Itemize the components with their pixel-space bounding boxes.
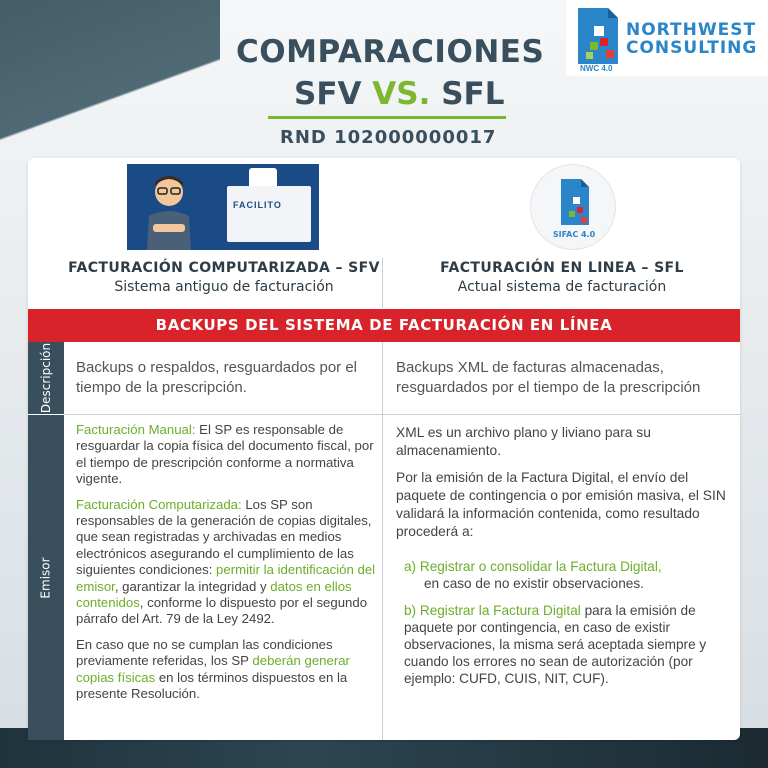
logo-text-northwest: NORTHWEST [626,20,757,40]
paragraph-caso [76,637,378,703]
list-item-b [404,602,738,687]
sifac-label: SIFAC 4.0 [552,230,596,239]
title-line-1: COMPARACIONES [236,34,545,70]
text-item-b: para la emisión de paquete por contingencia, en caso de existir observaciones, la misma será aceptada siempre y cuando los errores no sean de autorización (por ejemplo: CUFD, CUIS, NIT, CUF). [404,603,707,686]
logo-text-consulting: CONSULTING [626,38,758,58]
text-computarizada-e: , conforme lo dispuesto por el segundo párrafo del Art. 79 de la Ley 2492. [76,595,368,627]
description-sfl: Backups XML de facturas almacenadas, resguardados por el tiempo de la prescripción [396,359,701,396]
list-marker-a: a) [404,559,417,574]
facilito-image [127,164,319,250]
highlight-datos: datos en ellos contenidos [76,578,352,611]
row-label-descripcion-text: Descripción [39,342,53,414]
highlight-registrar: Registrar la Factura Digital [419,603,581,618]
column-subtitle-sfv: Sistema antiguo de facturación [114,279,334,295]
login-panel [227,186,311,242]
paragraph-emision: Por la emisión de la Factura Digital, el envío del paquete de contingencia o por emisión masiva, el SIN validará la información contenida, como resultado procederá a: [396,470,726,539]
title-vs: VS. [372,76,431,112]
emisor-sfv-text [76,422,378,712]
text-caso-c: en los términos dispuestos en la presente Resolución. [76,669,348,702]
paragraph-xml: XML es un archivo plano y liviano para su almacenamiento. [396,425,651,458]
title-sfl: SFL [441,76,505,112]
highlight-registrar-consolidar: Registrar o consolidar la Factura Digital, [419,559,662,574]
northwest-logo-icon [578,8,618,64]
body-divider [382,342,383,740]
logo-subtitle: NWC 4.0 [580,64,613,73]
row-label-descripcion [28,342,64,414]
column-header-sfl [384,260,740,308]
emisor-sfl-text [396,424,736,550]
text-manual: El SP es responsable de resguardar la copia física del documento fiscal, por el tiempo de prescripción conforme a normativa vigente. [76,422,374,487]
text-computarizada-c: , garantizar la integridad y [114,578,271,594]
title-sfv: SFV [294,76,362,112]
header-divider [382,258,383,308]
highlight-copias-fisicas: deberán generar copias físicas [76,653,350,685]
text-caso-a: En caso que no se cumplan las condiciones previamente referidas, los SP [76,636,333,669]
list-item-a [404,558,738,592]
row-divider [64,414,740,415]
title-line-2 [294,76,504,112]
column-header-sfv [66,260,382,308]
column-title-sfv: FACTURACIÓN COMPUTARIZADA – SFV [68,260,380,276]
row-label-emisor-text: Emisor [39,556,54,599]
highlight-computarizada: Facturación Computarizada: [76,496,242,512]
title-underline [268,116,506,119]
facilito-brand: FACILITO [233,200,282,210]
paragraph-manual [76,422,378,488]
text-computarizada-a: Los SP son responsables de la generación de copias digitales, que sean registradas y archivadas en medios electrónicos asegurando el cumplimiento de las siguientes condiciones: [76,496,372,578]
text-item-a: en caso de no existir observaciones. [424,576,644,591]
sifac-icon [531,165,617,251]
rnd-number: RND 102000000017 [280,127,497,148]
cartoon-man-icon [139,170,199,250]
highlight-identificacion: permitir la identificación del emisor [76,562,376,594]
section-banner: BACKUPS DEL SISTEMA DE FACTURACIÓN EN LÍNEA [28,309,740,342]
description-sfv: Backups o respaldos, resguardados por el tiempo de la prescripción. [76,359,358,396]
row-label-emisor [28,415,64,740]
highlight-manual: Facturación Manual: [76,422,196,437]
column-subtitle-sfl: Actual sistema de facturación [457,279,667,295]
column-title-sfl: FACTURACIÓN EN LINEA – SFL [440,260,684,276]
background-stripe [0,0,220,160]
sifac-logo [530,164,616,250]
paragraph-computarizada [76,497,378,628]
list-marker-b: b) [404,603,417,618]
